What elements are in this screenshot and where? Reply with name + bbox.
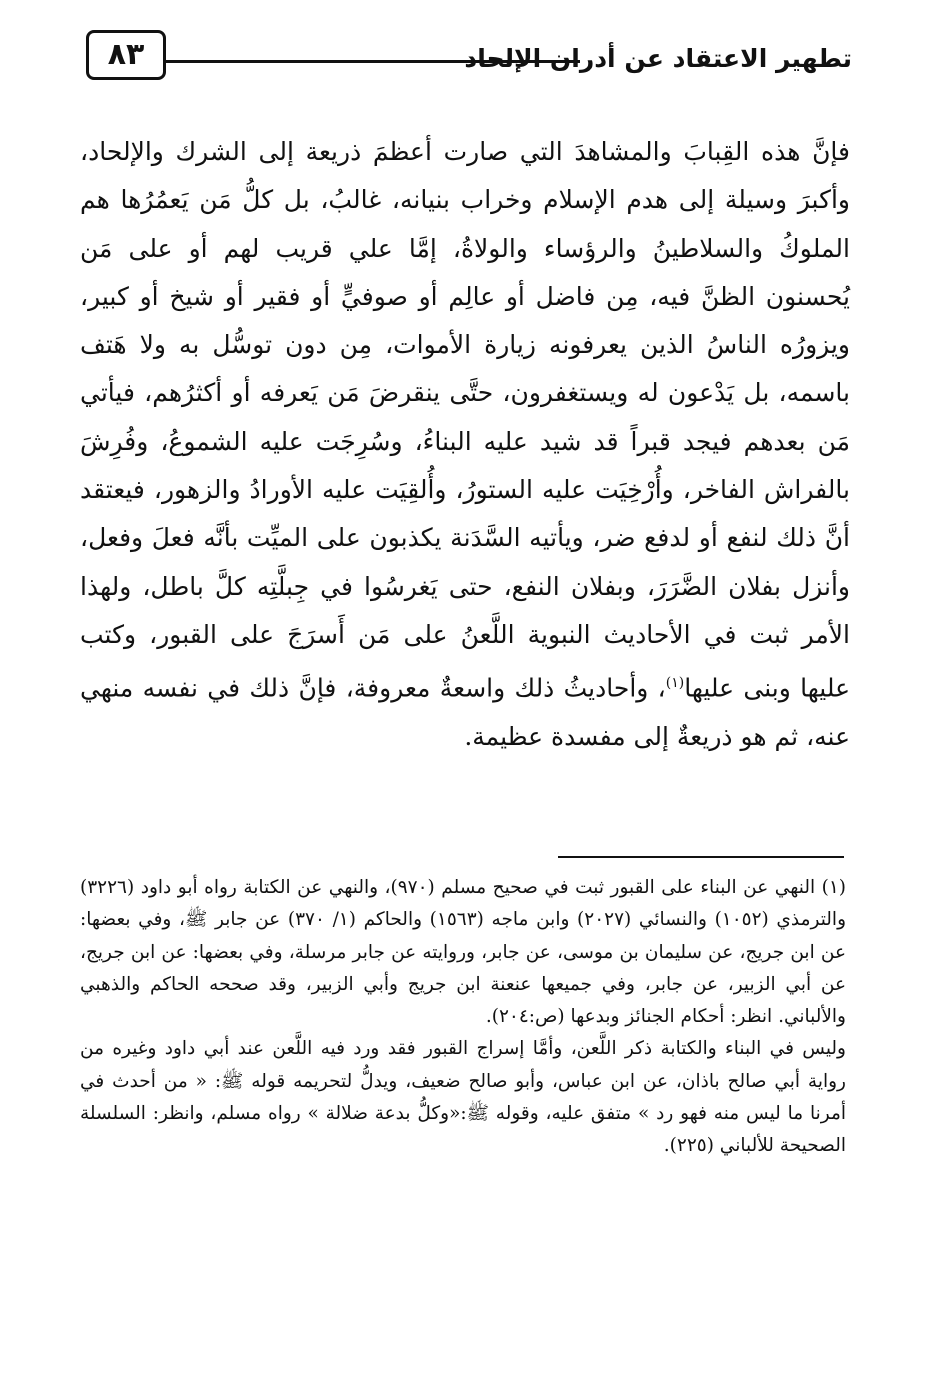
body-text-span: فإنَّ هذه القِبابَ والمشاهدَ التي صارت أعظمَ ذريعة إلى الشرك والإلحاد، وأكبرَ وسيلة إلى هدم الإسلام وخراب بنيانه، غالبُ، بل كلُّ مَن يَعمُرُها هم الملوكُ والسلاطينُ والرؤساء والولاةُ، إمَّا علي قريب لهم أو على مَن يُحسنون الظنَّ فيه، مِن فاضل أو عالِم أو صوفيٍّ أو فقير أو شيخ أو كبير، ويزورُه الناسُ الذين يعرفونه زيارة الأموات، مِن دون توسُّل به ولا هَتف باسمه، بل يَدْعون له ويستغفرون، حتَّى ينقرضَ مَن يَعرفه أو أكثرُهم، فيأتي مَن بعدهم فيجد قبراً قد شيد عليه البناءُ، وسُرِجَت عليه الشموعُ، وفُرِشَ بالفراش الفاخر، وأُرْخِيَت عليه الستورُ، وأُلقِيَت عليه الأورادُ والزهور، فيعتقد أنَّ ذلك لنفع أو لدفع ضر، ويأتيه السَّدَنة يكذبون على الميِّت بأنَّه فعلَ وفعل، وأنزل بفلان الضَّرَرَ، وبفلان النفع، حتى يَغرسُوا في جِبلَّتِه كلَّ باطل، ولهذا الأمر ثبت في الأحاديث النبوية اللَّعنُ على مَن أَسرَجَ على القبور، وكتب عليها وبنى عليها bbox=[80, 137, 851, 703]
footnotes-section bbox=[80, 872, 846, 1163]
body-text-continued: ، وأحاديثُ ذلك واسعةٌ معروفة، فإنَّ ذلك في نفسه منهي عنه، ثم هو ذريعةٌ إلى مفسدة عظيمة. bbox=[80, 673, 850, 751]
body-paragraph bbox=[80, 128, 850, 761]
main-body-text bbox=[80, 128, 850, 761]
footnote-marker[interactable]: (١) bbox=[665, 675, 685, 692]
running-header-title: تطهير الاعتقاد عن أدران الإلحاد bbox=[464, 44, 852, 73]
footnote-separator bbox=[558, 856, 844, 858]
page-number: ٨٣ bbox=[86, 30, 166, 80]
footnote-1-continued: وليس في البناء والكتابة ذكر اللَّعن، وأمَّا إسراج القبور فقد ورد فيه اللَّعن عند أبي داود وغيره من رواية أبي صالح باذان، عن ابن عباس، وأبو صالح ضعيف، ويدلُّ لتحريمه قوله ﷺ: « من أحدث في أمرنا ما ليس منه فهو رد » متفق عليه، وقوله ﷺ:«وكلُّ بدعة ضلالة » رواه مسلم، وانظر: السلسلة الصحيحة للألباني (٢٢٥). bbox=[80, 1038, 846, 1157]
footnote-1: (١) النهي عن البناء على القبور ثبت في صحيح مسلم (٩٧٠)، والنهي عن الكتابة رواه أبو داود (٣٢٢٦) والترمذي (١٠٥٢) والنسائي (٢٠٢٧) وابن ماجه (١٥٦٣) والحاكم (١/ ٣٧٠) عن جابر ﷺ، وفي بعضها: عن ابن جريج، عن سليمان بن موسى، عن جابر، وروايته عن جابر مرسلة، وفي بعضها: عن ابن جريج، عن أبي الزبير، عن جابر، وفي جميعها عنعنة ابن جريج وأبي الزبير، وقد صححه الحاكم والذهبي والألباني. انظر: أحكام الجنائز وبدعها (ص:٢٠٤). bbox=[80, 877, 847, 1028]
